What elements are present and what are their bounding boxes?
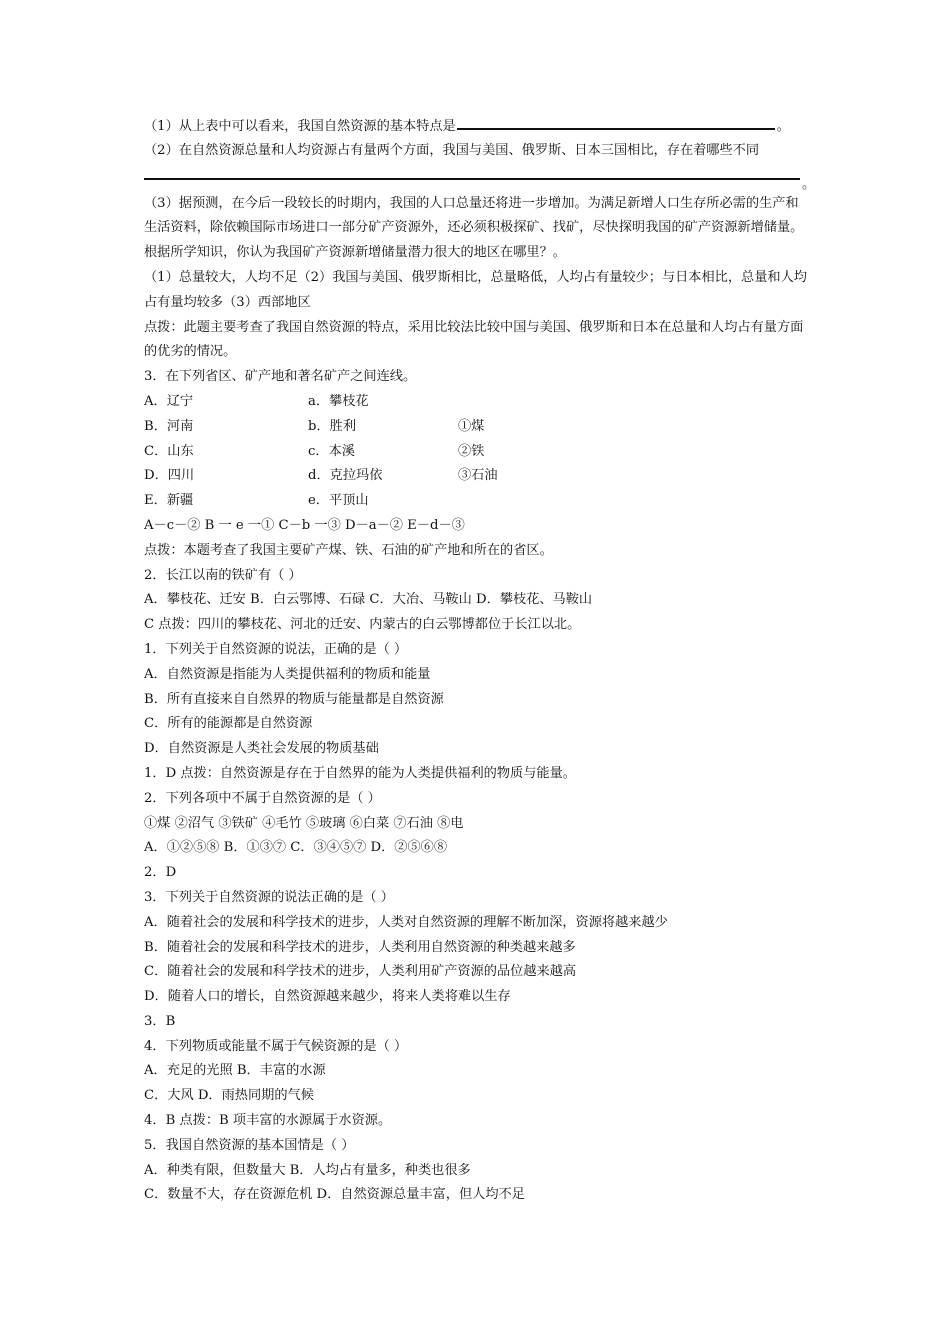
quiz-3-answer: 3．B (144, 1013, 176, 1029)
quiz-4-option: C．大风 D．雨热同期的气候 (144, 1088, 314, 1104)
match-province: D．四川 (144, 468, 195, 484)
quiz-2-answer: 2．D (144, 865, 177, 881)
match-row (144, 390, 808, 415)
match-province: E．新疆 (144, 493, 194, 509)
question-1-text: （1）从上表中可以看来，我国自然资源的基本特点是 (144, 119, 456, 134)
quiz-2-option: ①煤 ②沼气 ③铁矿 ④毛竹 ⑤玻璃 ⑥白菜 ⑦石油 ⑧电 (144, 815, 464, 831)
quiz-1-option: B．所有直接来自自然界的物质与能量都是自然资源 (144, 691, 444, 707)
quiz-1-answer: 1．D 点拨：自然资源是存在于自然界的能为人类提供福利的物质与能量。 (144, 765, 576, 781)
quiz-3-option: B．随着社会的发展和科学技术的进步，人类利用自然资源的种类越来越多 (144, 939, 576, 955)
quiz-1-stem: 1．下列关于自然资源的说法，正确的是（ ） (144, 641, 408, 657)
quiz-3-option: C．随着社会的发展和科学技术的进步，人类利用矿产资源的品位越来越高 (144, 964, 577, 980)
match-site: b．胜利 (308, 418, 357, 434)
tip-paragraph: 点拨：此题主要考查了我国自然资源的特点，采用比较法比较中国与美国、俄罗斯和日本在总量和人均占有量方面的优劣的情况。 (144, 319, 804, 360)
quiz-4-stem: 4．下列物质或能量不属于气候资源的是（ ） (144, 1038, 408, 1054)
quiz-4-answer: 4．B 点拨：B 项丰富的水源属于水资源。 (144, 1113, 392, 1129)
question-2-end: 。 (802, 176, 816, 192)
match-question-stem: 3．在下列省区、矿产地和著名矿产之间连线。 (144, 369, 417, 385)
match-province: A．辽宁 (144, 393, 194, 409)
quiz-3-stem: 3．下列关于自然资源的说法正确的是（ ） (144, 889, 394, 905)
match-row (144, 464, 808, 489)
quiz-5-option: A．种类有限，但数量大 B．人均占有量多，种类也很多 (144, 1162, 471, 1178)
quiz-2-option: A．①②⑤⑧ B．①③⑦ C．③④⑤⑦ D．②⑤⑥⑧ (144, 840, 448, 856)
match-row (144, 489, 808, 514)
iron-question-options: A．攀枝花、迁安 B．白云鄂博、石碌 C．大冶、马鞍山 D．攀枝花、马鞍山 (144, 592, 593, 608)
quiz-3-option: A．随着社会的发展和科学技术的进步，人类对自然资源的理解不断加深，资源将越来越少 (144, 914, 668, 930)
match-answer: A－c－② B 一 e 一① C－b 一③ D－a－② E－d－③ (144, 517, 465, 533)
quiz-1-option: C．所有的能源都是自然资源 (144, 716, 313, 732)
match-mineral: ③石油 (458, 468, 498, 484)
match-site: c．本溪 (308, 443, 355, 459)
document-page (144, 114, 816, 1208)
question-1-line (144, 114, 808, 139)
question-2-line (144, 139, 808, 164)
answer-blank-2-line (144, 164, 816, 192)
quiz-1-option: A．自然资源是指能为人类提供福利的物质和能量 (144, 666, 431, 682)
answer-paragraph: （1）总量较大，人均不足（2）我国与美国、俄罗斯相比，总量略低，人均占有量较少；与日本相比，总量和人均占有量均较多（3）西部地区 (144, 269, 807, 310)
match-site: a．攀枝花 (308, 393, 369, 409)
question-2-text: （2）在自然资源总量和人均资源占有量两个方面，我国与美国、俄罗斯、日本三国相比，存在着哪些不同 (144, 142, 760, 158)
match-mineral: ②铁 (458, 443, 485, 459)
quiz-2-stem: 2．下列各项中不属于自然资源的是（ ） (144, 790, 381, 806)
question-3-paragraph: （3）据预测，在今后一段较长的时期内，我国的人口总量还将进一步增加。为满足新增人口生存所必需的生产和生活资料，除依赖国际市场进口一部分矿产资源外，还必须积极探矿、找矿，尽快探明我国的矿产资源新增储量。根据所学知识，你认为我国矿产资源新增储量潜力很大的地区在哪里？。 (144, 195, 804, 261)
iron-question-stem: 2．长江以南的铁矿有（ ） (144, 567, 302, 583)
match-province: B．河南 (144, 418, 194, 434)
quiz-5-stem: 5．我国自然资源的基本国情是（ ） (144, 1137, 355, 1153)
match-row (144, 440, 808, 465)
quiz-3-option: D．随着人口的增长，自然资源越来越少，将来人类将难以生存 (144, 989, 511, 1005)
quiz-5-option: C．数量不大，存在资源危机 D．自然资源总量丰富，但人均不足 (144, 1187, 525, 1203)
match-tip: 点拨：本题考查了我国主要矿产煤、铁、石油的矿产地和所在的省区。 (144, 542, 553, 558)
match-mineral: ①煤 (458, 418, 485, 434)
match-site: e．平顶山 (308, 493, 369, 509)
match-row (144, 415, 808, 440)
match-province: C．山东 (144, 443, 194, 459)
answer-blank-1[interactable] (457, 114, 775, 130)
question-1-end: 。 (776, 119, 790, 134)
match-site: d．克拉玛依 (308, 468, 383, 484)
answer-blank-2[interactable] (144, 164, 800, 180)
quiz-4-option: A．充足的光照 B．丰富的水源 (144, 1063, 326, 1079)
iron-question-answer: C 点拨：四川的攀枝花、河北的迁安、内蒙古的白云鄂博都位于长江以北。 (144, 617, 581, 633)
quiz-1-option: D．自然资源是人类社会发展的物质基础 (144, 741, 379, 757)
